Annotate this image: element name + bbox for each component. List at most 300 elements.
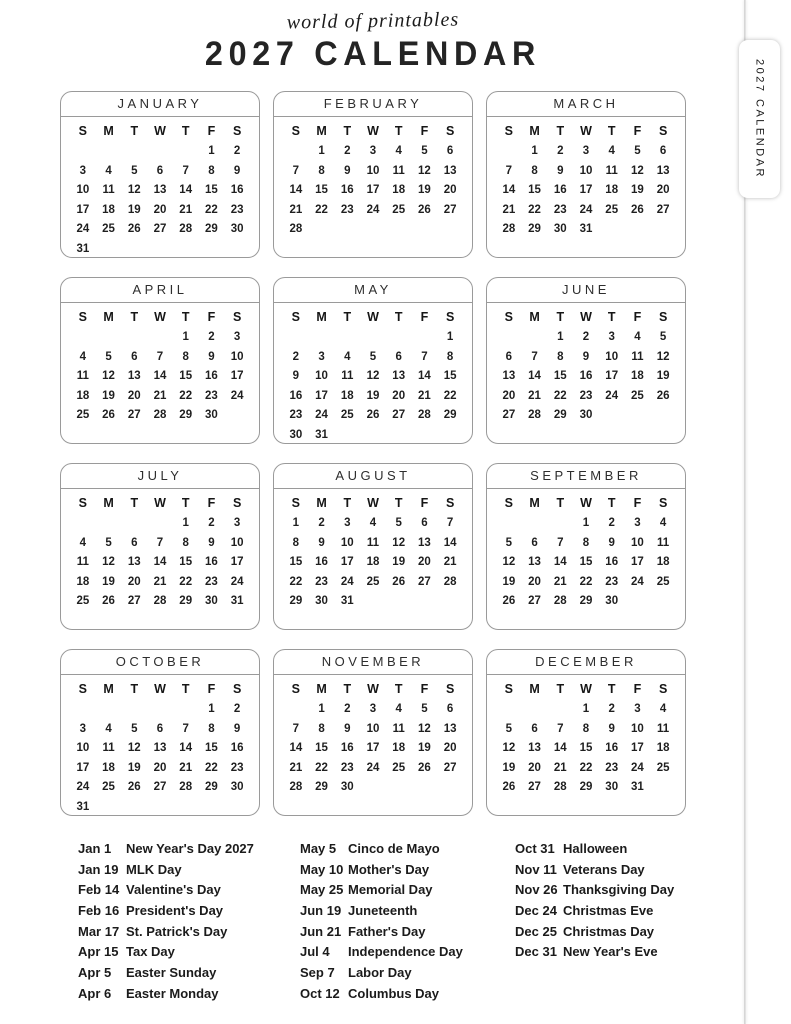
months-grid bbox=[60, 91, 686, 816]
day-cell: 13 bbox=[528, 556, 541, 568]
holiday-name: Valentine's Day bbox=[126, 882, 221, 898]
day-cell: 25 bbox=[102, 781, 115, 793]
day-header: T bbox=[130, 310, 139, 324]
month-day-grid bbox=[61, 303, 259, 426]
day-cell: 5 bbox=[131, 722, 138, 735]
day-cell: 30 bbox=[289, 428, 303, 441]
day-cell: 19 bbox=[631, 184, 644, 196]
day-cell: 27 bbox=[443, 203, 457, 216]
day-cell: 3 bbox=[318, 350, 325, 363]
holiday-name: Thanksgiving Day bbox=[563, 882, 675, 898]
day-cell: 28 bbox=[289, 223, 303, 235]
day-cell: 27 bbox=[528, 781, 541, 793]
month-card-march bbox=[486, 91, 686, 258]
holiday-row bbox=[515, 879, 715, 900]
month-day-grid bbox=[274, 117, 472, 240]
month-title: FEBRUARY bbox=[274, 92, 472, 117]
month-title: OCTOBER bbox=[61, 650, 259, 675]
day-header: M bbox=[529, 124, 540, 138]
day-cell: 14 bbox=[289, 742, 303, 754]
day-cell: 27 bbox=[153, 223, 167, 235]
day-cell: 26 bbox=[502, 595, 516, 607]
day-cell: 23 bbox=[289, 409, 303, 421]
day-cell: 23 bbox=[340, 203, 354, 216]
day-cell: 1 bbox=[208, 145, 215, 157]
day-cell: 19 bbox=[127, 761, 141, 774]
holiday-row bbox=[78, 900, 300, 921]
holiday-column bbox=[300, 838, 515, 1004]
holiday-row bbox=[78, 921, 300, 942]
day-cell: 9 bbox=[344, 722, 351, 735]
day-header: T bbox=[394, 682, 403, 696]
day-cell: 20 bbox=[528, 761, 541, 774]
day-cell: 2 bbox=[557, 145, 564, 157]
day-cell: 4 bbox=[79, 536, 87, 549]
day-cell: 6 bbox=[421, 517, 428, 529]
day-header: S bbox=[291, 682, 301, 696]
day-cell: 14 bbox=[553, 556, 567, 568]
day-header: F bbox=[633, 124, 642, 138]
month-card-october bbox=[60, 649, 260, 816]
day-cell: 19 bbox=[127, 203, 141, 216]
blank-cell bbox=[496, 700, 522, 720]
day-header: S bbox=[445, 310, 455, 324]
day-cell: 8 bbox=[582, 722, 590, 735]
day-cell: 18 bbox=[76, 389, 90, 402]
day-cell: 21 bbox=[553, 761, 567, 774]
day-header: S bbox=[658, 310, 668, 324]
day-cell: 3 bbox=[79, 164, 87, 177]
day-cell: 23 bbox=[205, 389, 218, 402]
day-cell: 22 bbox=[179, 575, 193, 588]
day-header: T bbox=[607, 496, 616, 510]
day-cell: 24 bbox=[230, 575, 244, 588]
month-day-grid bbox=[487, 489, 685, 612]
blank-cell bbox=[147, 328, 173, 348]
day-cell: 12 bbox=[102, 370, 115, 382]
day-cell: 15 bbox=[579, 742, 593, 754]
month-title: JUNE bbox=[487, 278, 685, 303]
day-cell: 1 bbox=[208, 703, 215, 715]
holiday-row bbox=[300, 921, 515, 942]
day-cell: 7 bbox=[446, 517, 454, 529]
day-cell: 11 bbox=[631, 350, 644, 363]
day-cell: 23 bbox=[605, 575, 619, 588]
holiday-row bbox=[515, 900, 715, 921]
day-cell: 3 bbox=[79, 722, 87, 735]
day-cell: 28 bbox=[443, 575, 457, 588]
day-header: M bbox=[529, 310, 540, 324]
day-cell: 26 bbox=[127, 223, 141, 235]
day-cell: 26 bbox=[392, 575, 406, 588]
day-cell: 14 bbox=[289, 184, 303, 196]
day-cell: 25 bbox=[656, 761, 670, 774]
day-cell: 19 bbox=[366, 389, 380, 402]
blank-cell bbox=[173, 142, 199, 162]
day-cell: 10 bbox=[631, 722, 644, 735]
day-cell: 20 bbox=[443, 184, 457, 196]
day-cell: 18 bbox=[102, 203, 115, 216]
day-cell: 7 bbox=[421, 350, 428, 363]
day-cell: 7 bbox=[182, 722, 189, 735]
day-cell: 20 bbox=[528, 575, 541, 588]
day-cell: 22 bbox=[289, 575, 303, 588]
day-cell: 2 bbox=[233, 145, 241, 157]
day-header: S bbox=[658, 124, 668, 138]
holiday-name: Columbus Day bbox=[348, 985, 440, 1001]
day-cell: 19 bbox=[502, 761, 516, 774]
day-header: T bbox=[607, 124, 616, 138]
month-card-july bbox=[60, 463, 260, 630]
blank-cell bbox=[96, 700, 122, 720]
day-cell: 16 bbox=[230, 184, 244, 196]
day-cell: 4 bbox=[659, 703, 667, 715]
day-cell: 16 bbox=[340, 184, 354, 196]
side-tab-2027-calendar[interactable] bbox=[739, 40, 780, 198]
holiday-date: Dec 24 bbox=[515, 902, 557, 918]
day-cell: 18 bbox=[366, 556, 380, 568]
day-cell: 10 bbox=[230, 350, 244, 363]
day-cell: 9 bbox=[582, 350, 590, 363]
day-header: T bbox=[556, 124, 565, 138]
holiday-row bbox=[515, 941, 715, 962]
day-cell: 11 bbox=[392, 722, 405, 735]
day-cell: 26 bbox=[631, 203, 644, 216]
day-cell: 22 bbox=[205, 203, 218, 216]
day-cell: 15 bbox=[179, 556, 193, 568]
holiday-date: Nov 26 bbox=[515, 882, 558, 898]
day-cell: 31 bbox=[631, 781, 644, 793]
day-cell: 12 bbox=[392, 536, 406, 549]
month-card-june bbox=[486, 277, 686, 444]
holiday-date: Apr 15 bbox=[78, 944, 119, 960]
blank-cell bbox=[70, 514, 96, 534]
day-cell: 28 bbox=[528, 409, 541, 421]
blank-cell bbox=[173, 700, 199, 720]
day-cell: 9 bbox=[608, 536, 615, 549]
day-cell: 7 bbox=[182, 164, 189, 177]
day-cell: 31 bbox=[76, 800, 90, 813]
day-cell: 12 bbox=[656, 350, 670, 363]
day-cell: 1 bbox=[446, 331, 454, 343]
day-cell: 6 bbox=[505, 350, 513, 363]
day-cell: 18 bbox=[392, 184, 406, 196]
day-header: S bbox=[445, 496, 455, 510]
day-header: M bbox=[103, 682, 114, 696]
blank-cell bbox=[96, 142, 122, 162]
day-cell: 5 bbox=[105, 536, 112, 549]
day-cell: 29 bbox=[205, 781, 218, 793]
day-cell: 13 bbox=[528, 742, 541, 754]
holiday-name: President's Day bbox=[126, 902, 224, 918]
day-header: M bbox=[316, 496, 327, 510]
day-cell: 17 bbox=[76, 761, 90, 774]
day-header: T bbox=[394, 124, 403, 138]
holiday-row bbox=[300, 900, 515, 921]
day-cell: 10 bbox=[579, 164, 593, 177]
day-cell: 11 bbox=[392, 164, 405, 177]
day-cell: 14 bbox=[179, 184, 193, 196]
day-cell: 3 bbox=[369, 145, 377, 157]
day-cell: 4 bbox=[634, 331, 641, 343]
day-cell: 12 bbox=[631, 164, 644, 177]
day-cell: 13 bbox=[502, 370, 516, 382]
day-cell: 7 bbox=[531, 350, 538, 363]
day-cell: 28 bbox=[289, 781, 303, 793]
day-cell: 27 bbox=[656, 203, 670, 216]
holiday-date: Dec 25 bbox=[515, 923, 557, 939]
day-cell: 21 bbox=[418, 389, 431, 402]
brand-logo: world of printables bbox=[286, 8, 460, 34]
blank-cell bbox=[522, 700, 548, 720]
day-cell: 18 bbox=[340, 389, 354, 402]
month-day-grid bbox=[274, 489, 472, 612]
month-day-grid bbox=[487, 303, 685, 426]
day-cell: 19 bbox=[102, 389, 115, 402]
day-cell: 29 bbox=[579, 595, 593, 607]
month-day-grid bbox=[487, 675, 685, 798]
day-header: T bbox=[181, 310, 190, 324]
day-header: T bbox=[130, 682, 139, 696]
day-cell: 21 bbox=[153, 575, 167, 588]
day-cell: 9 bbox=[344, 164, 351, 177]
day-cell: 20 bbox=[502, 389, 516, 402]
day-cell: 14 bbox=[528, 370, 541, 382]
day-cell: 25 bbox=[76, 595, 90, 607]
holiday-date: Jan 19 bbox=[78, 861, 119, 877]
blank-cell bbox=[522, 328, 548, 348]
day-cell: 20 bbox=[127, 389, 141, 402]
day-cell: 7 bbox=[557, 536, 564, 549]
day-cell: 25 bbox=[631, 389, 644, 402]
day-cell: 2 bbox=[292, 350, 300, 363]
day-cell: 13 bbox=[656, 164, 670, 177]
holiday-row bbox=[78, 983, 300, 1004]
day-cell: 13 bbox=[127, 370, 141, 382]
holiday-date: May 5 bbox=[300, 840, 337, 856]
day-cell: 2 bbox=[344, 703, 351, 715]
day-cell: 17 bbox=[366, 742, 380, 754]
day-cell: 1 bbox=[531, 145, 538, 157]
day-cell: 11 bbox=[341, 370, 354, 382]
day-cell: 12 bbox=[418, 722, 431, 735]
holiday-row bbox=[300, 879, 515, 900]
day-cell: 19 bbox=[418, 742, 431, 754]
holiday-row bbox=[78, 879, 300, 900]
day-cell: 9 bbox=[233, 164, 241, 177]
day-cell: 27 bbox=[392, 409, 406, 421]
day-cell: 9 bbox=[318, 536, 325, 549]
day-cell: 29 bbox=[528, 223, 541, 235]
holiday-date: May 10 bbox=[300, 861, 344, 877]
day-cell: 13 bbox=[392, 370, 406, 382]
blank-cell bbox=[283, 142, 309, 162]
day-cell: 3 bbox=[233, 331, 241, 343]
day-cell: 17 bbox=[230, 556, 244, 568]
day-header: S bbox=[78, 310, 88, 324]
day-cell: 23 bbox=[230, 761, 244, 774]
day-cell: 3 bbox=[608, 331, 615, 343]
day-cell: 20 bbox=[656, 184, 670, 196]
blank-cell bbox=[283, 700, 309, 720]
day-cell: 6 bbox=[531, 536, 538, 549]
day-header: F bbox=[420, 496, 429, 510]
day-cell: 26 bbox=[418, 203, 431, 216]
day-cell: 5 bbox=[131, 164, 138, 177]
day-cell: 23 bbox=[315, 575, 328, 588]
day-cell: 27 bbox=[443, 761, 457, 774]
day-cell: 11 bbox=[366, 536, 380, 549]
day-header: F bbox=[420, 310, 429, 324]
day-cell: 8 bbox=[208, 722, 215, 735]
day-cell: 1 bbox=[318, 145, 325, 157]
day-cell: 23 bbox=[605, 761, 619, 774]
day-header: F bbox=[207, 682, 216, 696]
day-cell: 12 bbox=[102, 556, 115, 568]
day-cell: 28 bbox=[502, 223, 516, 235]
day-cell: 29 bbox=[289, 595, 303, 607]
day-cell: 23 bbox=[230, 203, 244, 216]
holiday-row bbox=[300, 941, 515, 962]
holiday-date: Nov 11 bbox=[515, 861, 557, 877]
day-cell: 20 bbox=[418, 556, 431, 568]
blank-cell bbox=[147, 142, 173, 162]
day-cell: 20 bbox=[443, 742, 457, 754]
holiday-row bbox=[78, 859, 300, 880]
day-cell: 11 bbox=[102, 184, 115, 196]
day-header: S bbox=[232, 496, 242, 510]
day-cell: 12 bbox=[502, 556, 516, 568]
day-cell: 24 bbox=[366, 761, 380, 774]
holiday-row bbox=[300, 983, 515, 1004]
blank-cell bbox=[121, 700, 147, 720]
day-header: S bbox=[504, 124, 514, 138]
holiday-date: Oct 12 bbox=[300, 985, 340, 1001]
day-cell: 25 bbox=[656, 575, 670, 588]
day-cell: 18 bbox=[102, 761, 115, 774]
day-cell: 10 bbox=[366, 722, 380, 735]
day-header: W bbox=[154, 682, 166, 696]
month-day-grid bbox=[61, 489, 259, 612]
day-cell: 14 bbox=[418, 370, 431, 382]
day-cell: 13 bbox=[153, 742, 167, 754]
day-header: T bbox=[343, 682, 352, 696]
day-cell: 10 bbox=[76, 742, 90, 754]
day-cell: 24 bbox=[579, 203, 593, 216]
day-header: S bbox=[232, 310, 242, 324]
day-cell: 17 bbox=[366, 184, 380, 196]
day-cell: 16 bbox=[205, 370, 218, 382]
holiday-name: Mother's Day bbox=[348, 861, 430, 877]
day-cell: 2 bbox=[208, 517, 215, 529]
month-title: NOVEMBER bbox=[274, 650, 472, 675]
day-cell: 1 bbox=[292, 517, 300, 529]
blank-cell bbox=[70, 142, 96, 162]
day-cell: 15 bbox=[179, 370, 193, 382]
day-cell: 5 bbox=[105, 350, 112, 363]
day-cell: 14 bbox=[502, 184, 516, 196]
day-cell: 4 bbox=[79, 350, 87, 363]
day-cell: 11 bbox=[76, 370, 89, 382]
day-cell: 17 bbox=[631, 742, 644, 754]
day-cell: 8 bbox=[208, 164, 215, 177]
day-cell: 4 bbox=[105, 164, 112, 177]
day-cell: 18 bbox=[392, 742, 406, 754]
day-cell: 25 bbox=[392, 203, 406, 216]
day-cell: 30 bbox=[605, 781, 619, 793]
day-cell: 30 bbox=[315, 595, 328, 607]
holiday-date: Jan 1 bbox=[78, 840, 112, 856]
day-header: T bbox=[181, 124, 190, 138]
holiday-name: New Year's Eve bbox=[563, 944, 658, 960]
day-cell: 4 bbox=[344, 350, 351, 363]
day-cell: 5 bbox=[505, 536, 513, 549]
day-header: T bbox=[181, 682, 190, 696]
month-day-grid bbox=[274, 675, 472, 798]
day-cell: 2 bbox=[233, 703, 241, 715]
day-cell: 21 bbox=[553, 575, 567, 588]
day-header: M bbox=[103, 310, 114, 324]
day-cell: 21 bbox=[443, 556, 457, 568]
day-cell: 15 bbox=[443, 370, 457, 382]
holiday-name: Cinco de Mayo bbox=[348, 840, 440, 856]
day-cell: 9 bbox=[233, 722, 241, 735]
day-header: W bbox=[580, 496, 592, 510]
day-header: T bbox=[556, 682, 565, 696]
day-cell: 15 bbox=[315, 184, 328, 196]
day-cell: 26 bbox=[656, 389, 670, 402]
day-cell: 21 bbox=[179, 761, 193, 774]
day-header: T bbox=[394, 496, 403, 510]
day-cell: 30 bbox=[340, 781, 354, 793]
day-header: S bbox=[78, 124, 88, 138]
day-cell: 13 bbox=[443, 722, 457, 735]
day-cell: 22 bbox=[579, 575, 593, 588]
day-cell: 28 bbox=[418, 409, 431, 421]
day-cell: 24 bbox=[631, 575, 644, 588]
day-cell: 29 bbox=[579, 781, 593, 793]
day-cell: 5 bbox=[369, 350, 377, 363]
holiday-name: MLK Day bbox=[126, 861, 182, 877]
day-cell: 24 bbox=[631, 761, 644, 774]
day-cell: 10 bbox=[605, 350, 619, 363]
month-day-grid bbox=[61, 117, 259, 258]
day-cell: 30 bbox=[205, 595, 218, 607]
day-cell: 9 bbox=[208, 350, 215, 363]
day-cell: 13 bbox=[153, 184, 167, 196]
day-cell: 3 bbox=[233, 517, 241, 529]
month-title: JULY bbox=[61, 464, 259, 489]
day-cell: 26 bbox=[102, 409, 115, 421]
day-cell: 24 bbox=[605, 389, 619, 402]
day-cell: 24 bbox=[340, 575, 354, 588]
day-cell: 31 bbox=[230, 595, 244, 607]
blank-cell bbox=[547, 514, 573, 534]
day-header: T bbox=[556, 496, 565, 510]
day-header: T bbox=[607, 310, 616, 324]
day-cell: 16 bbox=[340, 742, 354, 754]
day-cell: 6 bbox=[395, 350, 402, 363]
day-cell: 18 bbox=[605, 184, 619, 196]
day-cell: 27 bbox=[528, 595, 541, 607]
day-header: T bbox=[130, 124, 139, 138]
holiday-date: Mar 17 bbox=[78, 923, 120, 939]
day-cell: 13 bbox=[127, 556, 141, 568]
day-cell: 22 bbox=[205, 761, 218, 774]
day-cell: 1 bbox=[182, 331, 189, 343]
holiday-name: Veterans Day bbox=[563, 861, 645, 877]
holiday-row bbox=[300, 859, 515, 880]
